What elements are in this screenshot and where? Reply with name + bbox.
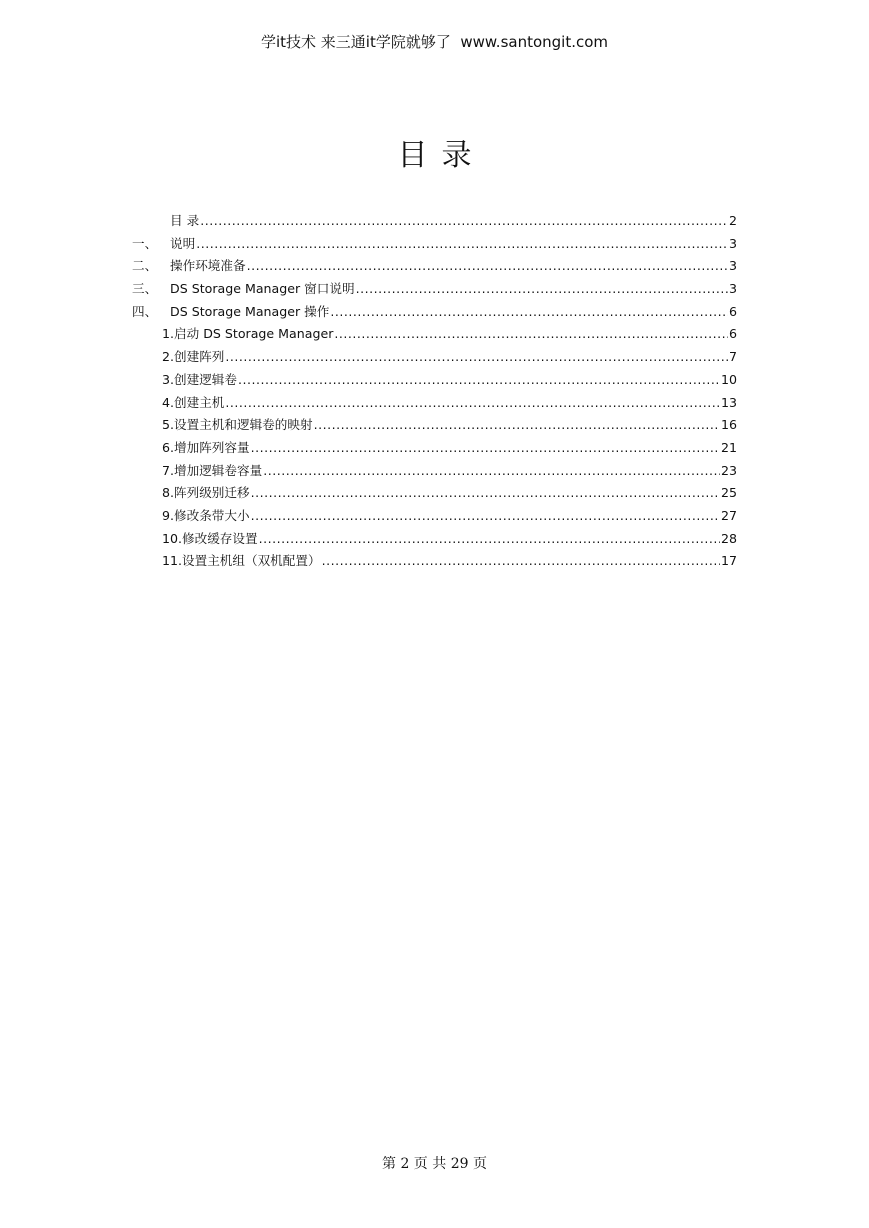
toc-entry-title: 8.阵列级别迁移 — [162, 485, 250, 501]
toc-entry[interactable] — [132, 301, 737, 324]
toc-entry-number: 一、 — [132, 235, 158, 251]
toc-dot-leader — [251, 437, 720, 460]
toc-entry[interactable] — [132, 528, 737, 551]
page-header: 学it技术 来三通it学院就够了 www.santongit.com — [260, 33, 609, 51]
toc-entry-page-number: 2 — [728, 213, 737, 228]
toc-entry-title: 4.创建主机 — [162, 394, 225, 410]
toc-entry-title: DS Storage Manager 窗口说明 — [170, 281, 355, 297]
toc-entry-title: 10.修改缓存设置 — [162, 530, 258, 546]
toc-entry-title: 9.修改条带大小 — [162, 507, 250, 523]
toc-entry-page-number: 25 — [720, 485, 737, 501]
page-footer: 第 2 页 共 29 页 — [382, 1156, 487, 1172]
toc-dot-leader — [251, 505, 720, 528]
toc-entry-page-number: 27 — [720, 507, 737, 523]
toc-entry-page-number: 17 — [720, 553, 737, 569]
toc-entry-title: 7.增加逻辑卷容量 — [162, 462, 263, 478]
toc-dot-leader — [247, 255, 728, 278]
toc-entry-page-number: 10 — [720, 371, 737, 387]
toc-entry[interactable] — [132, 323, 737, 346]
toc-entry[interactable] — [132, 482, 737, 505]
toc-entry[interactable] — [132, 346, 737, 369]
toc-entry-number: 四、 — [132, 303, 158, 319]
toc-entry-title: 操作环境准备 — [170, 258, 246, 274]
toc-entry-page-number: 16 — [720, 417, 737, 433]
toc-entry-title: 11.设置主机组（双机配置） — [162, 553, 321, 569]
toc-entry-page-number: 6 — [728, 326, 737, 342]
page-title: 目录 — [397, 138, 486, 173]
toc-entry-title: 6.增加阵列容量 — [162, 439, 250, 455]
toc-dot-leader — [314, 414, 720, 437]
toc-dot-leader — [356, 278, 728, 301]
toc-entry[interactable] — [132, 437, 737, 460]
toc-dot-leader — [263, 460, 720, 483]
toc-entry-page-number: 21 — [720, 439, 737, 455]
toc-entry[interactable] — [132, 505, 737, 528]
toc-entry[interactable] — [132, 210, 737, 233]
toc-entry-number: 二、 — [132, 258, 158, 274]
toc-entry-title: DS Storage Manager 操作 — [170, 303, 330, 319]
toc-entry-title: 目 录 — [170, 213, 200, 228]
toc-entry-title: 1.启动 DS Storage Manager — [162, 326, 334, 342]
toc-entry[interactable] — [132, 255, 737, 278]
toc-entry-page-number: 6 — [728, 303, 737, 319]
toc-entry-title: 3.创建逻辑卷 — [162, 371, 237, 387]
toc-entry[interactable] — [132, 392, 737, 415]
toc-dot-leader — [200, 210, 728, 233]
toc-dot-leader — [196, 233, 728, 256]
toc-dot-leader — [330, 301, 728, 324]
toc-entry[interactable] — [132, 414, 737, 437]
toc-entry[interactable] — [132, 550, 737, 573]
toc-dot-leader — [322, 550, 720, 573]
toc-dot-leader — [251, 482, 720, 505]
toc-entry-page-number: 28 — [720, 530, 737, 546]
toc-entry-page-number: 13 — [720, 394, 737, 410]
toc-entry-page-number: 7 — [728, 349, 737, 365]
toc-entry-number: 三、 — [132, 281, 158, 297]
toc-entry[interactable] — [132, 278, 737, 301]
toc-entry-page-number: 3 — [728, 235, 737, 251]
toc-entry[interactable] — [132, 233, 737, 256]
toc-entry-title: 2.创建阵列 — [162, 349, 225, 365]
toc-entry-title: 说明 — [170, 235, 196, 251]
toc-entry[interactable] — [132, 369, 737, 392]
toc-dot-leader — [259, 528, 720, 551]
toc-entry-page-number: 23 — [720, 462, 737, 478]
toc-entry[interactable] — [132, 460, 737, 483]
toc-dot-leader — [334, 323, 728, 346]
toc-entry-title: 5.设置主机和逻辑卷的映射 — [162, 417, 313, 433]
table-of-contents — [132, 210, 737, 573]
toc-dot-leader — [238, 369, 720, 392]
toc-entry-page-number: 3 — [728, 281, 737, 297]
toc-dot-leader — [225, 392, 720, 415]
toc-entry-page-number: 3 — [728, 258, 737, 274]
toc-dot-leader — [225, 346, 728, 369]
